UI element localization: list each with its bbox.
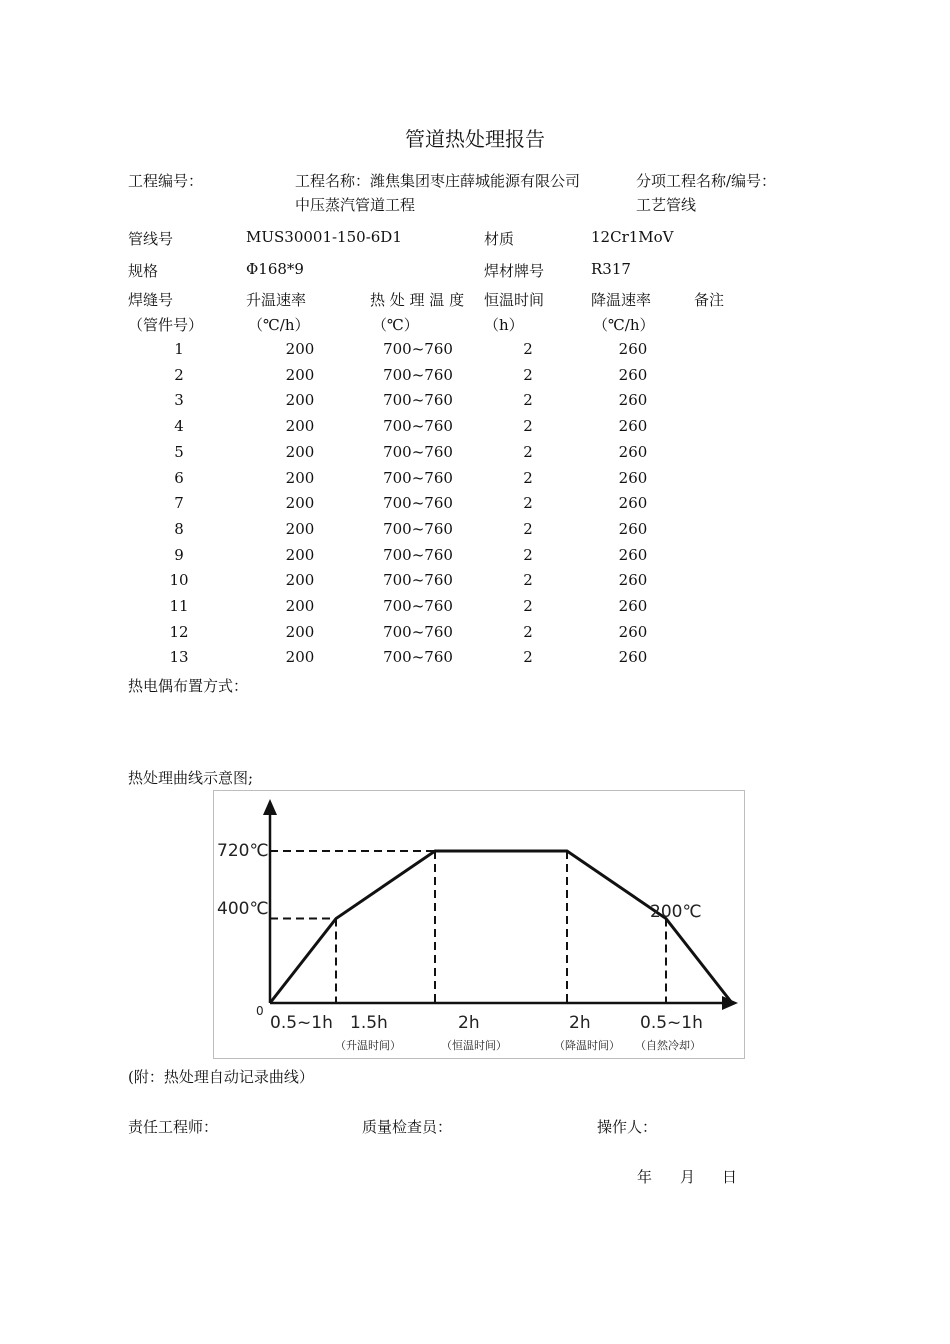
duration-5: 0.5~1h bbox=[640, 1013, 703, 1033]
header-heat-rate: 升温速率 bbox=[246, 291, 307, 309]
table-cell: 260 bbox=[618, 571, 648, 590]
table-cell: 2 bbox=[174, 365, 184, 384]
table-cell: 2 bbox=[523, 391, 533, 410]
duration-1: 0.5~1h bbox=[270, 1013, 333, 1033]
curve-svg bbox=[214, 791, 744, 1058]
table-cell: 6 bbox=[174, 468, 184, 487]
table-cell: 200 bbox=[285, 597, 315, 615]
table-cell: 9 bbox=[174, 545, 184, 564]
table-cell: 2 bbox=[523, 545, 533, 564]
filler-value: R317 bbox=[591, 260, 631, 278]
date-day: 日 bbox=[722, 1168, 738, 1186]
segment-natural-cooling: （自然冷却） bbox=[635, 1039, 701, 1052]
project-no-label: 工程编号： bbox=[128, 172, 204, 190]
table-cell: 700~760 bbox=[383, 648, 453, 667]
curve-line bbox=[270, 851, 732, 1003]
operator-signature: 操作人： bbox=[597, 1118, 658, 1136]
curve-label: 热处理曲线示意图; bbox=[128, 769, 254, 787]
table-cell: 2 bbox=[523, 597, 533, 615]
table-cell: 200 bbox=[285, 519, 315, 538]
appendix-note: (附：热处理自动记录曲线） bbox=[128, 1068, 314, 1086]
header-weld-no-sub: （管件号） bbox=[128, 316, 204, 334]
table-cell: 200 bbox=[285, 622, 315, 641]
table-cell: 2 bbox=[523, 365, 533, 384]
table-cell: 700~760 bbox=[383, 545, 453, 564]
table-cell: 2 bbox=[523, 622, 533, 641]
header-temp-sub: （℃） bbox=[372, 316, 419, 334]
y-label-0: 0 bbox=[256, 1004, 264, 1018]
segment-heating: （升温时间） bbox=[335, 1039, 401, 1052]
table-cell: 700~760 bbox=[383, 365, 453, 384]
table-cell: 2 bbox=[523, 442, 533, 461]
table-cell: 260 bbox=[618, 648, 648, 667]
table-cell: 200 bbox=[285, 468, 315, 487]
table-cell: 260 bbox=[618, 417, 648, 436]
inspector-signature: 质量检查员： bbox=[362, 1118, 453, 1136]
table-cell: 2 bbox=[523, 571, 533, 590]
filler-label: 焊材牌号 bbox=[484, 262, 545, 280]
material-label: 材质 bbox=[484, 230, 515, 248]
pipe-no-value: MUS30001-150-6D1 bbox=[246, 228, 402, 246]
date-year: 年 bbox=[637, 1168, 653, 1186]
table-cell: 5 bbox=[174, 442, 184, 461]
table-cell: 260 bbox=[618, 622, 648, 641]
table-cell: 260 bbox=[618, 340, 648, 358]
table-cell: 200 bbox=[285, 417, 315, 436]
table-cell: 700~760 bbox=[383, 468, 453, 487]
table-cell: 13 bbox=[169, 648, 189, 667]
header-hold-time-sub: （h） bbox=[484, 316, 524, 334]
segment-holding: （恒温时间） bbox=[441, 1039, 507, 1052]
engineer-signature: 责任工程师： bbox=[128, 1118, 219, 1136]
header-remark: 备注 bbox=[694, 291, 725, 309]
table-cell: 200 bbox=[285, 494, 315, 513]
table-cell: 700~760 bbox=[383, 519, 453, 538]
table-cell: 260 bbox=[618, 391, 648, 410]
table-cell: 260 bbox=[618, 468, 648, 487]
sub-project-value: 工艺管线 bbox=[636, 196, 697, 214]
table-cell: 260 bbox=[618, 494, 648, 513]
project-name-line2: 中压蒸汽管道工程 bbox=[295, 196, 416, 214]
table-cell: 700~760 bbox=[383, 622, 453, 641]
duration-2: 1.5h bbox=[350, 1013, 388, 1033]
table-cell: 3 bbox=[174, 391, 184, 410]
table-cell: 260 bbox=[618, 519, 648, 538]
header-temp: 热 处 理 温 度 bbox=[370, 291, 465, 309]
material-value: 12Cr1MoV bbox=[591, 228, 674, 246]
table-cell: 2 bbox=[523, 519, 533, 538]
table-cell: 260 bbox=[618, 597, 648, 615]
table-cell: 260 bbox=[618, 442, 648, 461]
table-cell: 10 bbox=[169, 571, 189, 590]
header-cool-rate: 降温速率 bbox=[591, 291, 652, 309]
spec-label: 规格 bbox=[128, 262, 159, 280]
table-cell: 7 bbox=[174, 494, 184, 513]
y-label-400: 400℃ bbox=[217, 899, 269, 919]
table-cell: 8 bbox=[174, 519, 184, 538]
table-cell: 2 bbox=[523, 417, 533, 436]
pipe-no-label: 管线号 bbox=[128, 230, 174, 248]
duration-4: 2h bbox=[569, 1013, 591, 1033]
table-cell: 260 bbox=[618, 545, 648, 564]
table-cell: 200 bbox=[285, 545, 315, 564]
project-name-line1: 工程名称：潍焦集团枣庄薛城能源有限公司 bbox=[295, 172, 581, 190]
header-hold-time: 恒温时间 bbox=[484, 291, 545, 309]
table-cell: 260 bbox=[618, 365, 648, 384]
table-cell: 2 bbox=[523, 340, 533, 358]
table-cell: 1 bbox=[174, 340, 184, 358]
table-cell: 2 bbox=[523, 468, 533, 487]
header-heat-rate-sub: （℃/h） bbox=[248, 316, 310, 334]
point-label-200: 200℃ bbox=[650, 902, 702, 922]
date-month: 月 bbox=[680, 1168, 696, 1186]
segment-cooling: （降温时间） bbox=[554, 1039, 620, 1052]
y-axis-arrow bbox=[263, 799, 277, 815]
table-cell: 200 bbox=[285, 391, 315, 410]
table-cell: 700~760 bbox=[383, 597, 453, 615]
header-weld-no: 焊缝号 bbox=[128, 291, 174, 309]
table-cell: 700~760 bbox=[383, 571, 453, 590]
table-cell: 200 bbox=[285, 340, 315, 358]
table-cell: 11 bbox=[169, 597, 189, 615]
table-cell: 700~760 bbox=[383, 391, 453, 410]
spec-value: Φ168*9 bbox=[246, 260, 304, 278]
heat-treatment-curve bbox=[213, 790, 745, 1059]
table-cell: 4 bbox=[174, 417, 184, 436]
table-cell: 700~760 bbox=[383, 340, 453, 358]
table-cell: 700~760 bbox=[383, 417, 453, 436]
table-cell: 200 bbox=[285, 365, 315, 384]
page-title: 管道热处理报告 bbox=[405, 127, 545, 151]
table-cell: 200 bbox=[285, 442, 315, 461]
table-cell: 2 bbox=[523, 494, 533, 513]
table-cell: 700~760 bbox=[383, 494, 453, 513]
duration-3: 2h bbox=[458, 1013, 480, 1033]
thermocouple-label: 热电偶布置方式： bbox=[128, 677, 249, 695]
table-cell: 700~760 bbox=[383, 442, 453, 461]
table-cell: 2 bbox=[523, 648, 533, 667]
table-cell: 12 bbox=[169, 622, 189, 641]
y-label-720: 720℃ bbox=[217, 841, 269, 861]
table-cell: 200 bbox=[285, 648, 315, 667]
header-cool-rate-sub: （℃/h） bbox=[593, 316, 655, 334]
sub-project-label: 分项工程名称/编号： bbox=[636, 172, 777, 190]
table-cell: 200 bbox=[285, 571, 315, 590]
